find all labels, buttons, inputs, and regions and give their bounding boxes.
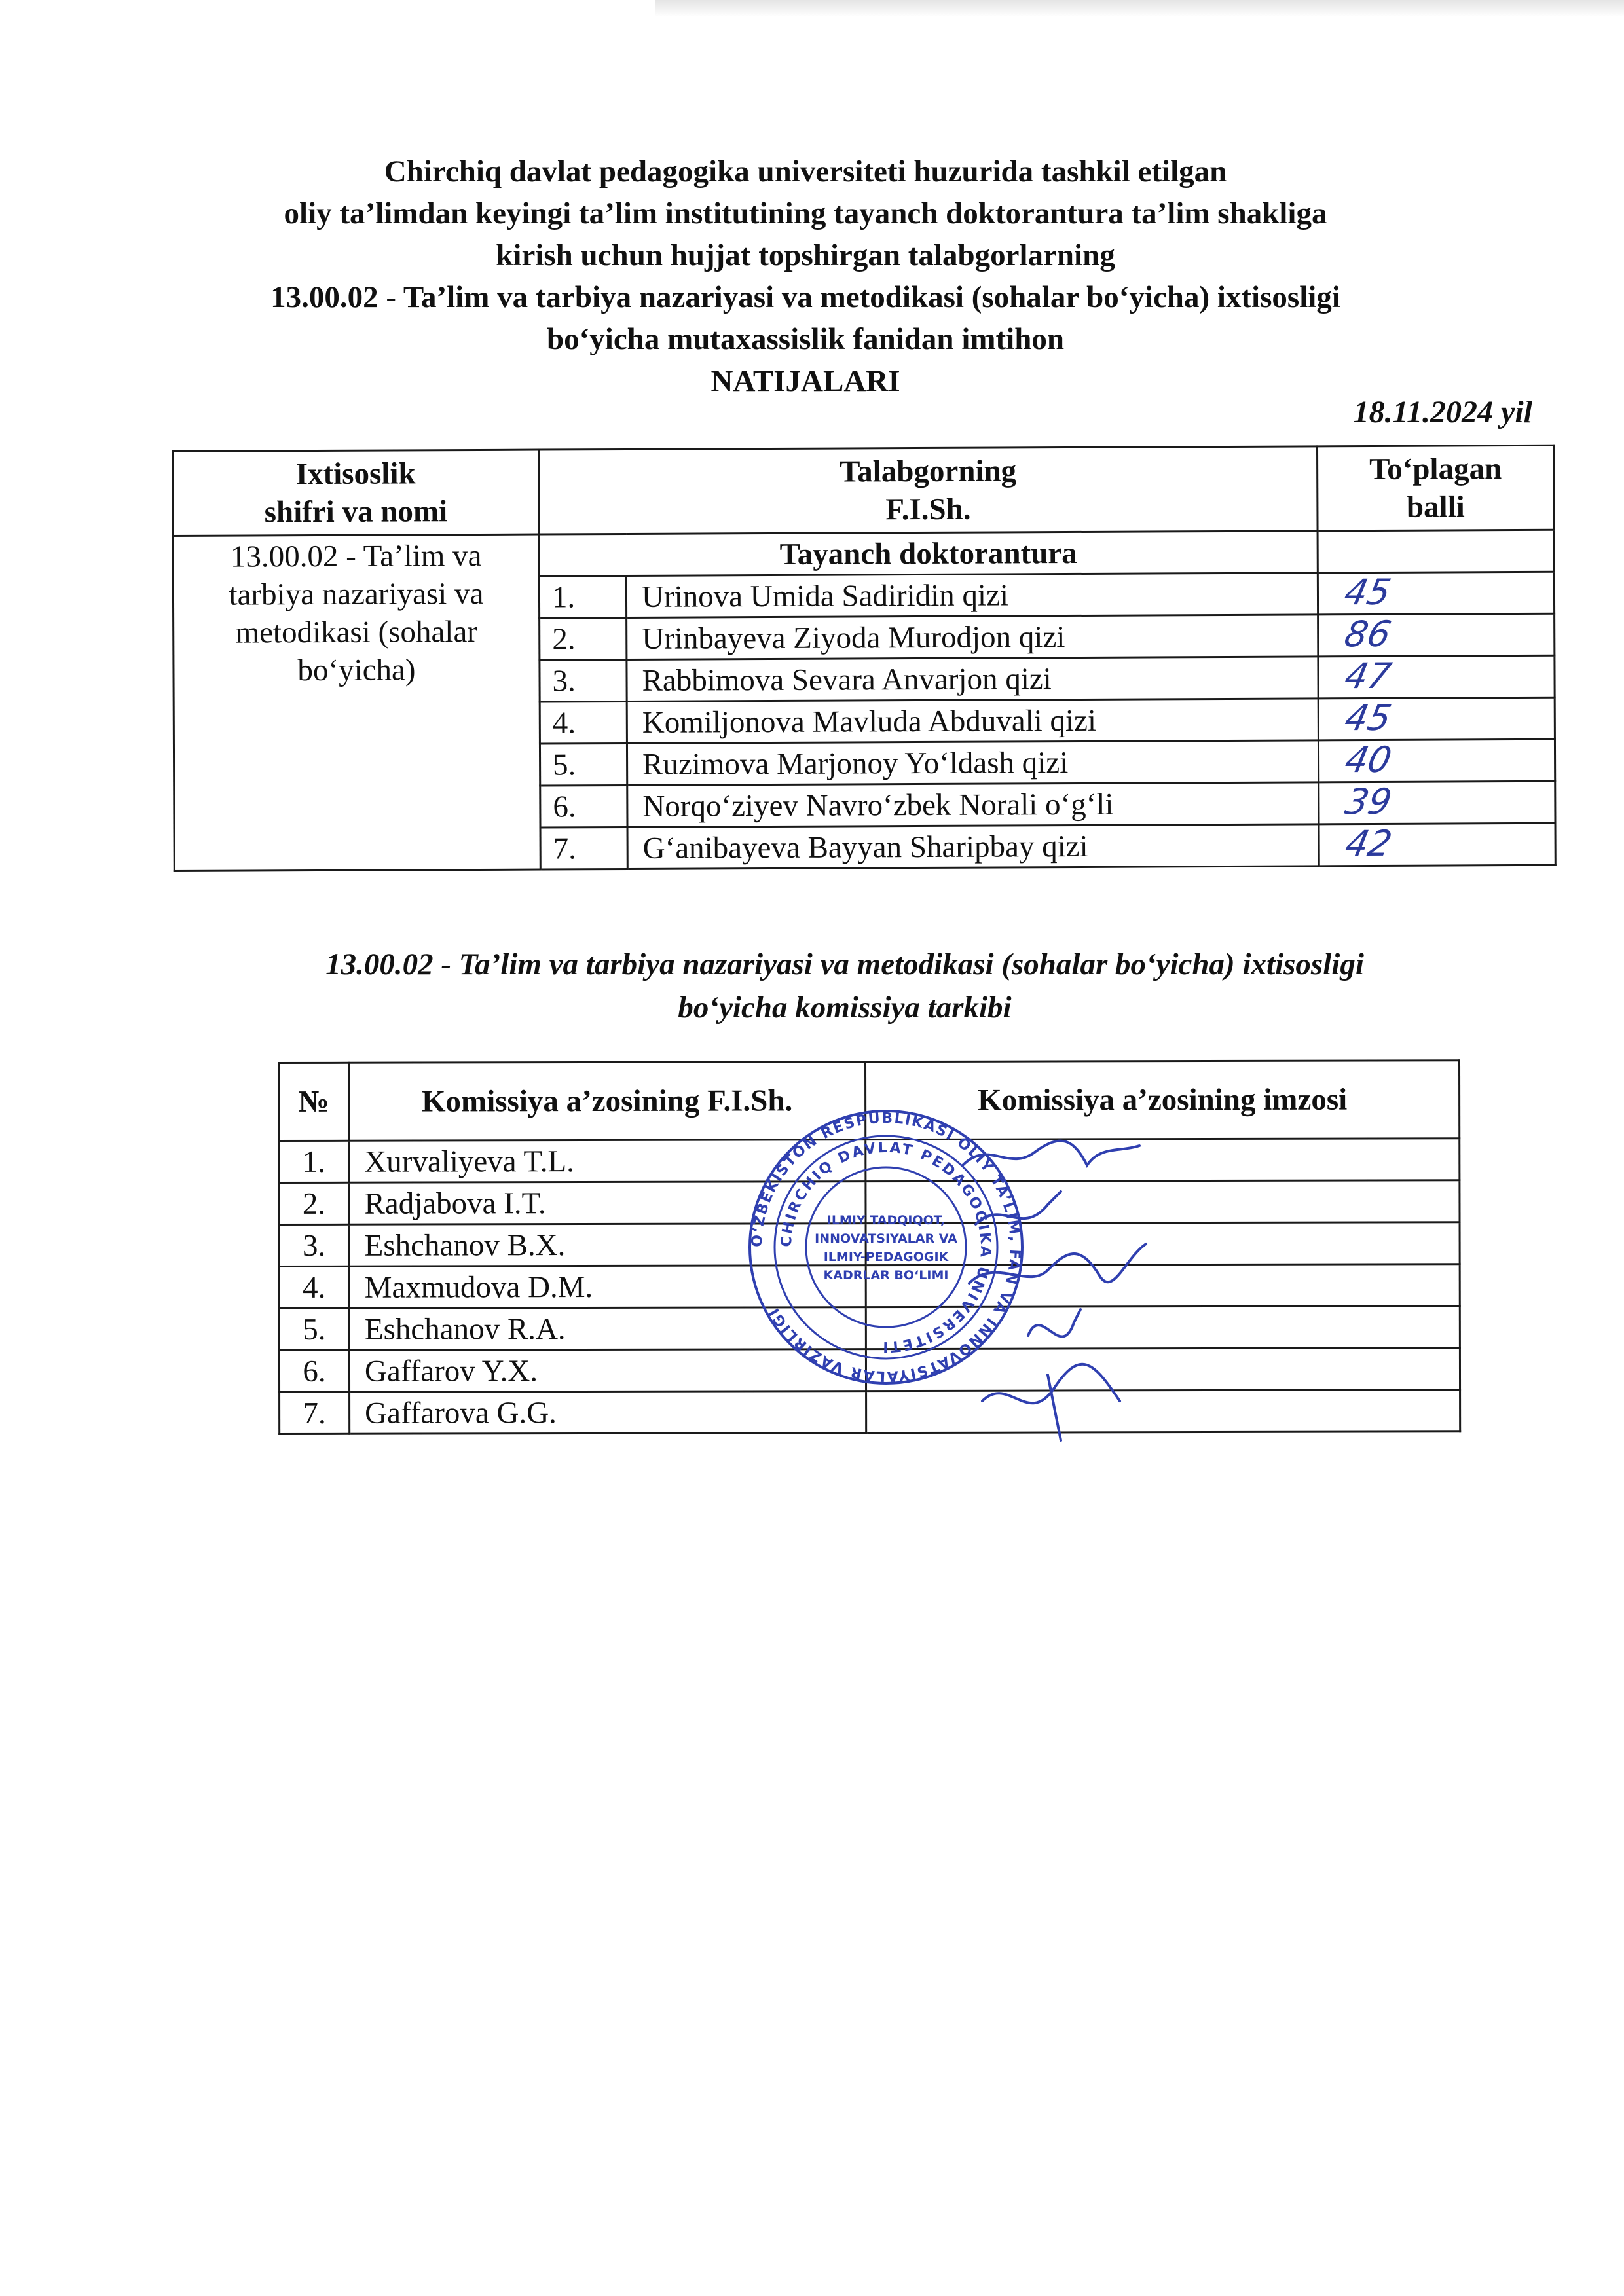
score-header-line1: To‘plagan <box>1369 452 1502 487</box>
commission-heading-line-2: bo‘yicha komissiya tarkibi <box>678 991 1012 1025</box>
handwritten-score: 47 <box>1341 655 1395 697</box>
svg-text:CHIRCHIQ DAVLAT PEDAGOGIKA UNI <box>779 1140 994 1355</box>
member-name: Eshchanov R.A. <box>349 1307 866 1351</box>
specialty-name-cell <box>173 534 540 871</box>
heading-line-1: Chirchiq davlat pedagogika universiteti huzurida tashkil etilgan <box>384 155 1227 189</box>
specialty-name: 13.00.02 - Ta’lim va tarbiya nazariyasi va metodikasi (sohalar bo‘yicha) <box>229 538 484 688</box>
score-cell <box>1318 613 1555 657</box>
results-table <box>172 445 1557 872</box>
scan-edge-shadow <box>655 0 1624 17</box>
score-cell <box>1318 697 1555 740</box>
row-number: 7. <box>540 827 627 869</box>
applicant-name: Urinbayeva Ziyoda Murodjon qizi <box>627 615 1318 660</box>
document-heading <box>196 151 1414 402</box>
row-number: 2. <box>279 1182 349 1224</box>
stamp-center-line3: ILMIY-PEDAGOGIK <box>823 1250 949 1264</box>
member-name-header: Komissiya a’zosining F.I.Sh. <box>349 1062 866 1141</box>
row-number: 2. <box>540 617 627 660</box>
specialty-header-line2: shifri va nomi <box>264 494 448 530</box>
handwritten-score: 42 <box>1342 822 1396 865</box>
member-name: Gaffarova G.G. <box>350 1391 866 1434</box>
signature-header: Komissiya a’zosining imzosi <box>866 1061 1460 1140</box>
heading-line-3: kirish uchun hujjat topshirgan talabgorlarning <box>496 238 1115 272</box>
applicant-name: Norqo‘ziyev Navro‘zbek Norali o‘g‘li <box>627 782 1319 828</box>
member-name: Maxmudova D.M. <box>349 1266 866 1309</box>
score-cell <box>1318 572 1554 615</box>
handwritten-score: 39 <box>1341 780 1395 823</box>
row-number: 1. <box>279 1140 349 1182</box>
score-cell <box>1319 823 1555 866</box>
stamp-center-line1: ILMIY TADQIQOT, <box>826 1213 946 1228</box>
heading-line-4: 13.00.02 - Ta’lim va tarbiya nazariyasi va metodikasi (sohalar bo‘yicha) ixtisosligi <box>270 280 1340 314</box>
stamp-center-line2: INNOVATSIYALAR VA <box>815 1231 957 1246</box>
score-header <box>1317 445 1554 531</box>
specialty-header-line1: Ixtisoslik <box>295 456 416 492</box>
applicant-name: Rabbimova Sevara Anvarjon qizi <box>627 657 1318 702</box>
seal-stamp <box>745 1106 1027 1388</box>
row-number: 6. <box>540 785 627 828</box>
heading-line-5: bo‘yicha mutaxassislik fanidan imtihon <box>546 322 1065 356</box>
applicant-header-line1: Talabgorning <box>840 454 1017 489</box>
applicant-header <box>539 446 1318 534</box>
applicant-name: Komiljonova Mavluda Abduvali qizi <box>627 699 1318 744</box>
results-header-row <box>173 445 1555 536</box>
row-number: 6. <box>279 1350 349 1392</box>
applicant-header-line2: F.I.Sh. <box>885 492 971 527</box>
handwritten-score: 45 <box>1341 697 1395 739</box>
score-header-line2: balli <box>1406 490 1465 524</box>
number-header: № <box>279 1063 349 1140</box>
applicant-name: Urinova Umida Sadiridin qizi <box>626 573 1318 618</box>
row-number: 5. <box>540 743 627 786</box>
commission-heading <box>236 943 1454 1029</box>
score-cell <box>1318 655 1555 699</box>
specialty-header <box>173 450 540 536</box>
table-row <box>280 1390 1460 1434</box>
row-number: 3. <box>540 659 627 702</box>
member-name: Gaffarov Y.X. <box>349 1349 866 1393</box>
handwritten-score: 40 <box>1341 738 1395 781</box>
member-name: Radjabova I.T. <box>349 1182 866 1225</box>
heading-line-2: oliy ta’limdan keyingi ta’lim institutining tayanch doktorantura ta’lim shakliga <box>284 196 1327 230</box>
row-number: 1. <box>539 575 626 618</box>
applicant-name: Ruzimova Marjonoy Yo‘ldash qizi <box>627 740 1318 786</box>
member-name: Eshchanov B.X. <box>349 1224 866 1267</box>
member-name: Xurvaliyeva T.L. <box>349 1140 866 1183</box>
heading-line-6: NATIJALARI <box>710 364 900 398</box>
score-cell <box>1319 781 1555 824</box>
section-row <box>173 530 1554 577</box>
stamp-middle-text: CHIRCHIQ DAVLAT PEDAGOGIKA UNIVERSITETI <box>778 1139 994 1355</box>
row-number: 4. <box>540 701 627 744</box>
stamp-outer-text: O‘ZBEKISTON RESPUBLIKASI OLIY TA’LIM, FAN VA INNOVATSIYALAR VAZIRLIGI <box>748 1110 1024 1385</box>
row-number: 3. <box>279 1224 349 1266</box>
stamp-center-line4: KADRLAR BO‘LIMI <box>823 1268 949 1283</box>
row-number: 4. <box>279 1266 349 1308</box>
handwritten-score: 86 <box>1340 613 1395 655</box>
applicant-name: G‘anibayeva Bayyan Sharipbay qizi <box>627 824 1319 869</box>
row-number: 5. <box>279 1308 349 1350</box>
document-date: 18.11.2024 yil <box>1353 395 1532 429</box>
section-label: Tayanch doktorantura <box>539 531 1318 576</box>
handwritten-score: 45 <box>1340 571 1395 613</box>
section-score-cell <box>1318 530 1554 573</box>
row-number: 7. <box>280 1392 350 1434</box>
score-cell <box>1318 739 1555 782</box>
commission-heading-line-1: 13.00.02 - Ta’lim va tarbiya nazariyasi va metodikasi (sohalar bo‘yicha) ixtisosligi <box>325 947 1364 981</box>
